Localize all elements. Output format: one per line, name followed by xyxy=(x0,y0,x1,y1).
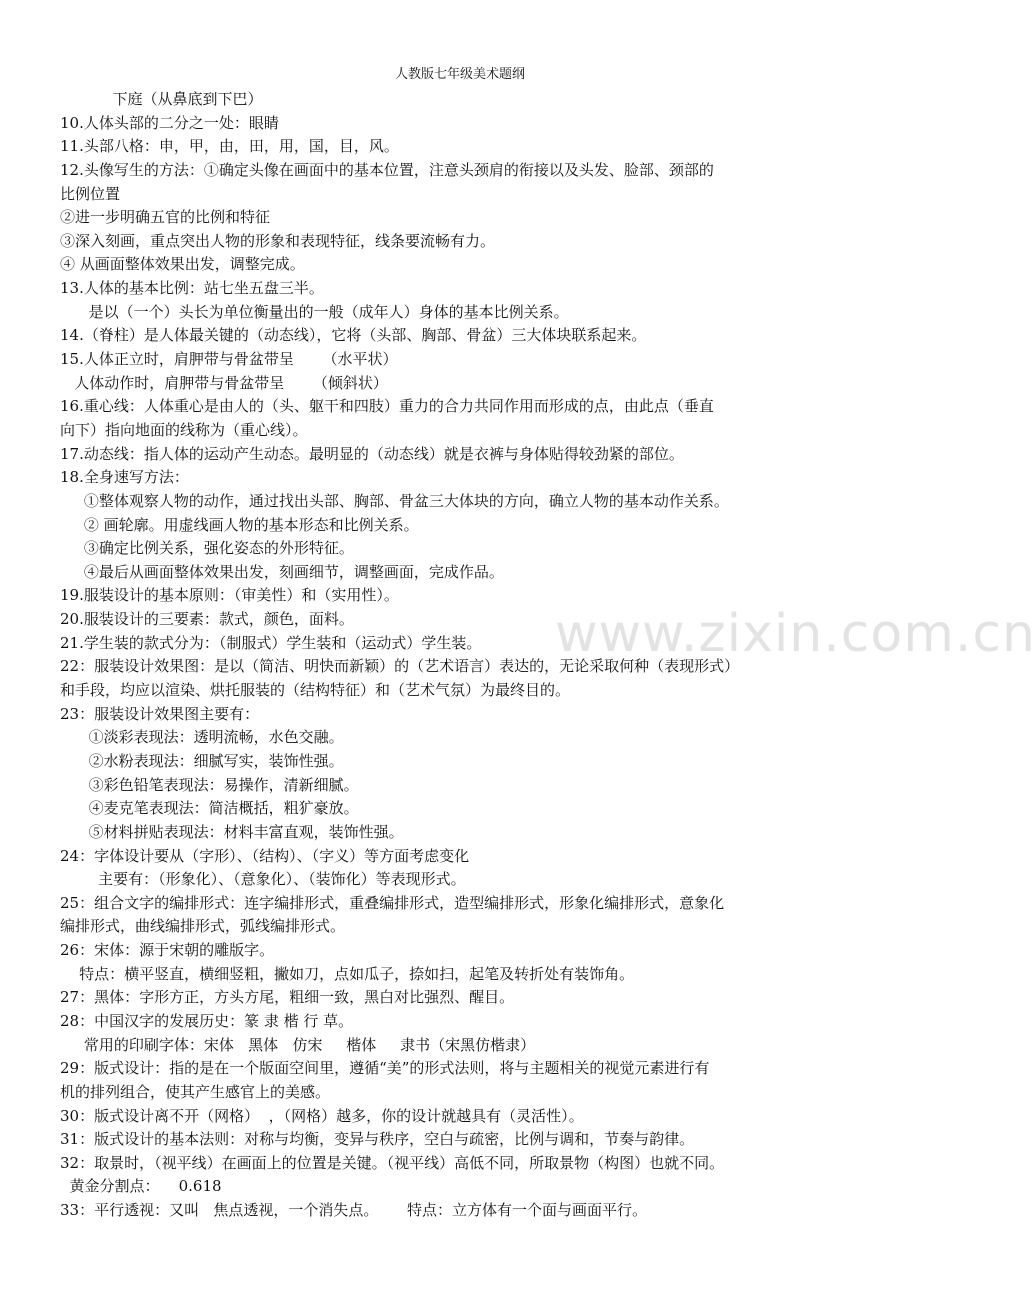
text-line: 是以（一个）头长为单位衡量出的一般（成年人）身体的基本比例关系。 xyxy=(60,302,569,321)
document-body xyxy=(60,88,900,1223)
text-line: 16.重心线：人体重心是由人的（头、躯干和四肢）重力的合力共同作用而形成的点，由此点（垂直 xyxy=(60,397,714,416)
text-line: 27：黑体：字形方正，方头方尾，粗细一致，黑白对比强烈、醒目。 xyxy=(60,988,515,1007)
text-line: 12.头像写生的方法：①确定头像在画面中的基本位置，注意头颈肩的衔接以及头发、脸部、颈部的 xyxy=(60,160,714,179)
text-line: 人体动作时，肩胛带与骨盆带呈 （倾斜状） xyxy=(60,373,388,392)
text-line: 编排形式，曲线编排形式，弧线编排形式。 xyxy=(60,917,346,936)
text-line: ② 画轮廓。用虚线画人物的基本形态和比例关系。 xyxy=(60,515,419,534)
text-line: 21.学生装的款式分为：（制服式）学生装和（运动式）学生装。 xyxy=(60,633,482,652)
text-line: ④ 从画面整体效果出发，调整完成。 xyxy=(60,255,305,274)
text-line: 比例位置 xyxy=(60,184,121,203)
watermark: www.zixin.com.cn xyxy=(555,604,1036,664)
text-line: ④最后从画面整体效果出发，刻画细节，调整画面，完成作品。 xyxy=(60,562,504,581)
text-line: ②进一步明确五官的比例和特征 xyxy=(60,208,271,227)
text-line: 22：服装设计效果图：是以（简洁、明快而新颖）的（艺术语言）表达的，无论采取何种（表现形式） xyxy=(60,657,740,676)
text-line: 10.人体头部的二分之一处：眼睛 xyxy=(60,113,279,132)
text-line: 25：组合文字的编排形式：连字编排形式，重叠编排形式，造型编排形式，形象化编排形式，意象化 xyxy=(60,893,725,912)
text-line: 23：服装设计效果图主要有： xyxy=(60,704,260,723)
text-line: ③深入刻画，重点突出人物的形象和表现特征，线条要流畅有力。 xyxy=(60,231,496,250)
text-line: 11.头部八格：申，甲，由，田，用，国，目，风。 xyxy=(60,137,399,156)
text-line: 13.人体的基本比例：站七坐五盘三半。 xyxy=(60,279,324,298)
text-line: 31：版式设计的基本法则：对称与均衡，变异与秩序，空白与疏密，比例与调和，节奏与韵律。 xyxy=(60,1130,695,1149)
text-line: 33：平行透视：又叫 焦点透视，一个消失点。 特点：立方体有一个面与画面平行。 xyxy=(60,1201,648,1220)
text-line: 24：字体设计要从（字形）、（结构）、（字义）等方面考虑变化 xyxy=(60,846,470,865)
page-header: 人教版七年级美术题纲 xyxy=(394,67,525,82)
text-line: 黄金分割点： 0.618 xyxy=(60,1177,222,1196)
text-line: ③确定比例关系，强化姿态的外形特征。 xyxy=(60,539,354,558)
text-line: 14.（脊柱）是人体最关键的（动态线），它将（头部、胸部、骨盆）三大体块联系起来。 xyxy=(60,326,647,345)
text-line: ⑤材料拼贴表现法：材料丰富直观，装饰性强。 xyxy=(60,822,404,841)
text-line: 30：版式设计离不开（网格） ，（网格）越多，你的设计就越具有（灵活性）。 xyxy=(60,1106,584,1125)
text-line: 特点：横平竖直，横细竖粗，撇如刀，点如瓜子，捺如扫，起笔及转折处有装饰角。 xyxy=(60,964,635,983)
text-line: ④麦克笔表现法：简洁概括，粗犷豪放。 xyxy=(60,799,359,818)
text-line: 15.人体正立时，肩胛带与骨盆带呈 （水平状） xyxy=(60,350,398,369)
text-line: 29：版式设计：指的是在一个版面空间里，遵循“美”的形式法则，将与主题相关的视觉元素进行有 xyxy=(60,1059,710,1078)
text-line: 下庭（从鼻底到下巴） xyxy=(60,90,263,108)
text-line: 向下）指向地面的线称为（重心线）。 xyxy=(60,420,308,439)
text-line: 主要有：（形象化）、（意象化）、（装饰化）等表现形式。 xyxy=(60,870,466,889)
text-line: ①淡彩表现法：透明流畅，水色交融。 xyxy=(60,728,344,747)
text-line: ②水粉表现法：细腻写实，装饰性强。 xyxy=(60,751,344,770)
text-line: 32：取景时，（视平线）在画面上的位置是关键。（视平线）高低不同，所取景物（构图）也就不同。 xyxy=(60,1153,725,1172)
text-line: 20.服装设计的三要素：款式，颜色，面料。 xyxy=(60,610,354,629)
text-line: 28：中国汉字的发展历史：篆 隶 楷 行 草。 xyxy=(60,1011,354,1030)
text-line: 和手段，均应以渲染、烘托服装的（结构特征）和（艺术气氛）为最终目的。 xyxy=(60,681,571,700)
text-line: 机的排列组合，使其产生感官上的美感。 xyxy=(60,1082,331,1101)
text-line: ③彩色铅笔表现法：易操作，清新细腻。 xyxy=(60,775,359,794)
text-line: 17.动态线：指人体的运动产生动态。最明显的（动态线）就是衣裤与身体贴得较劲紧的部位。 xyxy=(60,444,684,463)
text-line: 19.服装设计的基本原则：（审美性）和（实用性）。 xyxy=(60,586,399,605)
text-line: 常用的印刷字体：宋体 黑体 仿宋 楷体 隶书（宋黑仿楷隶） xyxy=(60,1035,536,1054)
text-line: 26：宋体：源于宋朝的雕版字。 xyxy=(60,941,275,960)
text-line: ①整体观察人物的动作，通过找出头部、胸部、骨盆三大体块的方向，确立人物的基本动作关系。 xyxy=(60,491,729,510)
text-line: 18.全身速写方法： xyxy=(60,468,189,487)
